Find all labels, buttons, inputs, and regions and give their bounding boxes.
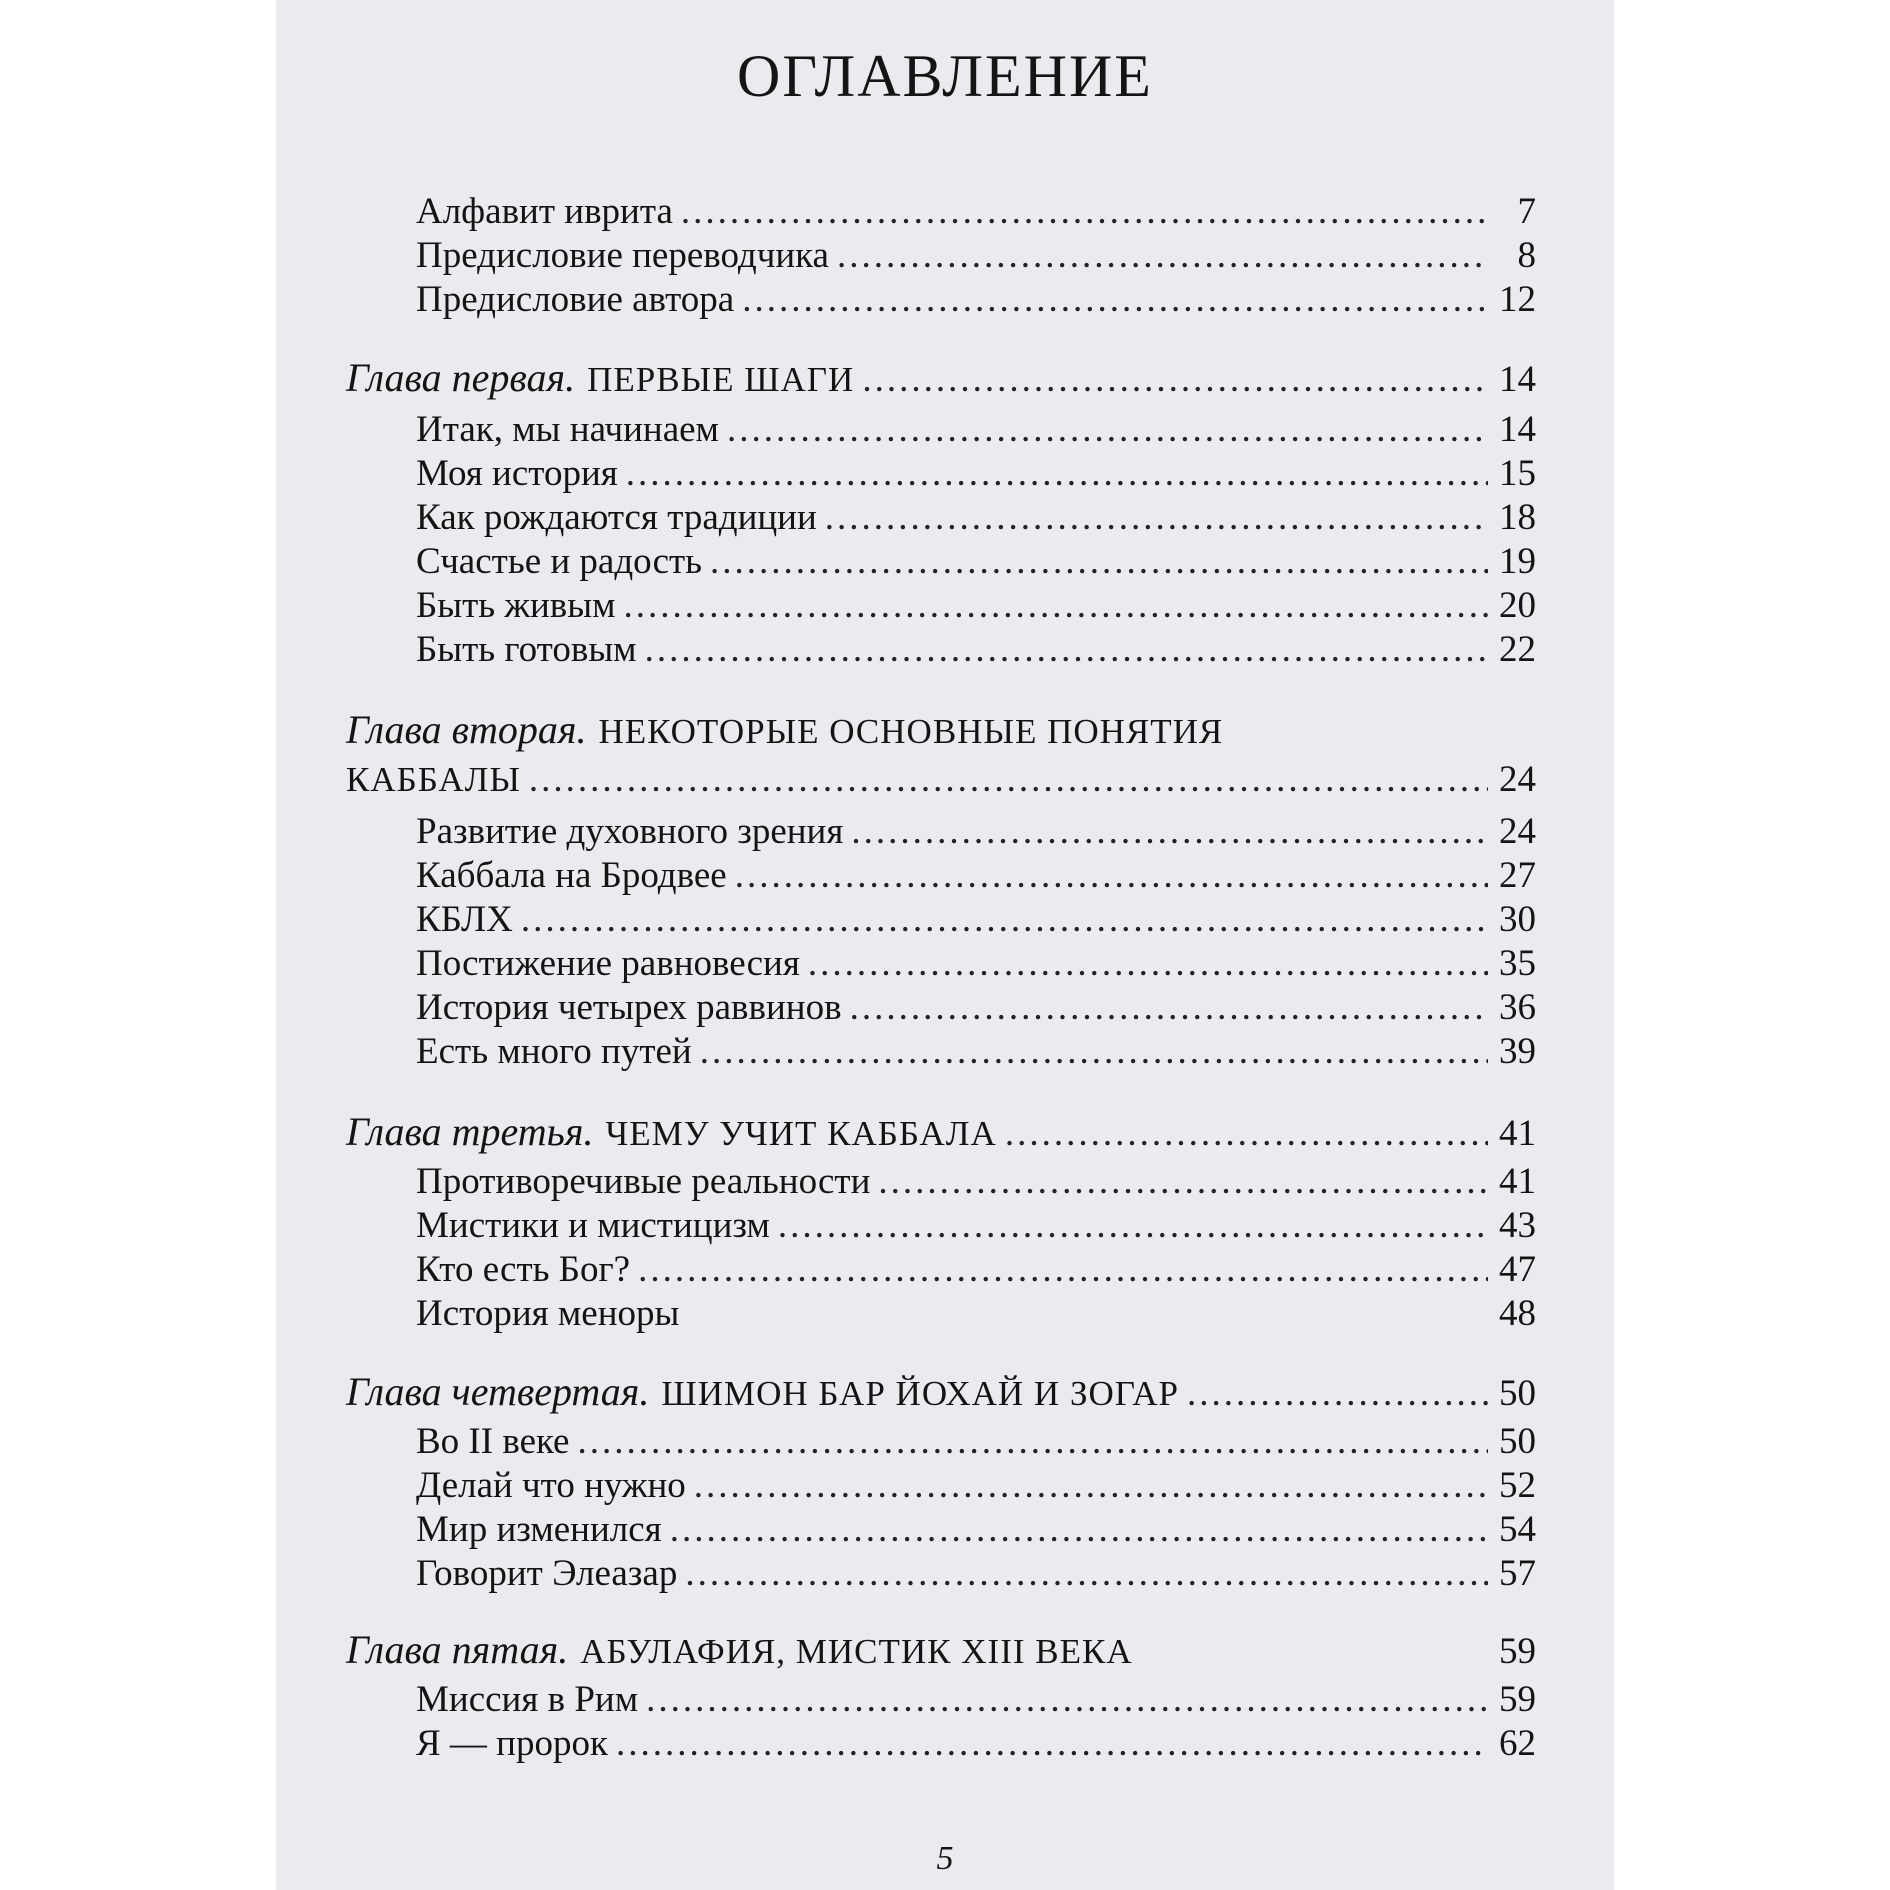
toc-entry-label: Быть готовым — [416, 629, 637, 670]
toc-entry-page: 8 — [1517, 235, 1536, 276]
toc-entry-label: История четырех раввинов — [416, 987, 842, 1028]
chapter-number: Глава вторая. — [346, 707, 587, 752]
toc-entry — [416, 986, 1536, 1029]
toc-entry — [416, 1160, 1536, 1203]
toc-entry — [416, 1420, 1536, 1463]
leader-dots — [670, 1508, 1488, 1551]
toc-entry — [416, 1508, 1536, 1551]
toc-entry-page: 30 — [1499, 899, 1536, 940]
leader-dots — [727, 408, 1488, 451]
toc-entry — [416, 854, 1536, 897]
leader-dots — [681, 190, 1488, 233]
toc-entry — [416, 898, 1536, 941]
toc-entry-page: 57 — [1499, 1553, 1536, 1594]
toc-entry-page: 18 — [1499, 497, 1536, 538]
toc-entry — [416, 1552, 1536, 1595]
toc-entry — [416, 496, 1536, 539]
leader-dots — [778, 1204, 1488, 1247]
toc-entry-page: 22 — [1499, 629, 1536, 670]
toc-entry-label: Каббала на Бродвее — [416, 855, 727, 896]
book-page — [276, 0, 1614, 1890]
toc-entry-page: 52 — [1499, 1465, 1536, 1506]
toc-entry — [416, 1030, 1536, 1073]
toc-entry-page: 62 — [1499, 1723, 1536, 1764]
chapter-heading — [346, 1626, 1536, 1673]
toc-entry-label: Моя история — [416, 453, 618, 494]
leader-dots — [577, 1420, 1488, 1463]
chapter-name-cont: КАББАЛЫ — [346, 760, 521, 799]
leader-dots — [694, 1464, 1488, 1507]
toc-entry-label: Предисловие автора — [416, 279, 735, 320]
chapter-page: 14 — [1499, 359, 1536, 400]
toc-entry-page: 59 — [1499, 1679, 1536, 1720]
toc-entry-label: Алфавит иврита — [416, 191, 673, 232]
toc-entry — [416, 1464, 1536, 1507]
leader-dots — [851, 810, 1488, 853]
toc-entry — [416, 408, 1536, 451]
leader-dots — [700, 1030, 1488, 1073]
toc-entry-page: 39 — [1499, 1031, 1536, 1072]
leader-dots — [878, 1160, 1488, 1203]
chapter-page: 24 — [1499, 759, 1536, 800]
toc-entry — [416, 452, 1536, 495]
leader-dots — [1005, 1112, 1488, 1155]
leader-dots — [862, 358, 1488, 401]
chapter-heading — [346, 1368, 1536, 1415]
toc-entry-page: 50 — [1499, 1421, 1536, 1462]
toc-entry-label: Я — пророк — [416, 1723, 608, 1764]
chapter-heading — [346, 1108, 1536, 1155]
toc-entry-label: Мистики и мистицизм — [416, 1205, 770, 1246]
toc-entry-page: 12 — [1499, 279, 1536, 320]
toc-entry-page: 47 — [1499, 1249, 1536, 1290]
leader-dots — [646, 1678, 1488, 1721]
toc-entry-page: 24 — [1499, 811, 1536, 852]
toc-entry — [416, 1678, 1536, 1721]
toc-entry-page: 48 — [1499, 1293, 1536, 1334]
chapter-title: Глава третья. ЧЕМУ УЧИТ КАББАЛА — [346, 1109, 997, 1154]
leader-dots — [710, 540, 1488, 583]
toc-entry — [416, 1204, 1536, 1247]
toc-entry — [416, 1292, 1536, 1335]
chapter-name: НЕКОТОРЫЕ ОСНОВНЫЕ ПОНЯТИЯ — [598, 712, 1224, 751]
toc-entry-page: 27 — [1499, 855, 1536, 896]
leader-dots — [742, 278, 1488, 321]
chapter-page: 41 — [1499, 1113, 1536, 1154]
leader-dots — [735, 854, 1488, 897]
toc-entry — [416, 234, 1536, 277]
leader-dots — [850, 986, 1488, 1029]
toc-entry-label: Противоречивые реальности — [416, 1161, 871, 1202]
chapter-heading — [346, 706, 1223, 753]
chapter-page: 59 — [1499, 1631, 1536, 1672]
leader-dots — [1187, 1372, 1488, 1415]
toc-entry-label: Постижение равновесия — [416, 943, 800, 984]
toc-entry-label: Мир изменился — [416, 1509, 662, 1550]
chapter-title: Глава первая. ПЕРВЫЕ ШАГИ — [346, 355, 855, 400]
chapter-title: Глава четвертая. ШИМОН БАР ЙОХАЙ И ЗОГАР — [346, 1369, 1179, 1414]
toc-entry-page: 7 — [1517, 191, 1536, 232]
leader-dots — [521, 898, 1488, 941]
leader-dots — [645, 628, 1488, 671]
toc-entry — [416, 810, 1536, 853]
toc-entry-page: 14 — [1499, 409, 1536, 450]
chapter-heading — [346, 354, 1536, 401]
page-number: 5 — [936, 1840, 954, 1877]
toc-entry — [416, 190, 1536, 233]
toc-entry-label: Как рождаются традиции — [416, 497, 817, 538]
toc-entry — [416, 540, 1536, 583]
leader-dots — [626, 452, 1488, 495]
toc-entry-page: 43 — [1499, 1205, 1536, 1246]
toc-entry-label: Во II веке — [416, 1421, 570, 1462]
toc-entry-page: 19 — [1499, 541, 1536, 582]
chapter-title: Глава пятая. АБУЛАФИЯ, МИСТИК XIII ВЕКА — [346, 1627, 1133, 1672]
toc-entry-page: 41 — [1499, 1161, 1536, 1202]
toc-entry-label: КБЛХ — [416, 899, 513, 940]
toc-entry-label: Кто есть Бог? — [416, 1249, 631, 1290]
toc-entry-label: Развитие духовного зрения — [416, 811, 844, 852]
leader-dots — [825, 496, 1488, 539]
toc-entry — [416, 628, 1536, 671]
toc-entry-page: 20 — [1499, 585, 1536, 626]
toc-entry-label: Быть живым — [416, 585, 616, 626]
toc-entry-page: 36 — [1499, 987, 1536, 1028]
leader-dots — [685, 1552, 1488, 1595]
toc-entry — [416, 1722, 1536, 1765]
leader-dots — [529, 758, 1488, 801]
toc-entry — [416, 942, 1536, 985]
chapter-page: 50 — [1499, 1373, 1536, 1414]
leader-dots — [808, 942, 1488, 985]
toc-entry-page: 35 — [1499, 943, 1536, 984]
toc-entry-label: Делай что нужно — [416, 1465, 686, 1506]
toc-entry-label: История меноры — [416, 1293, 680, 1334]
toc-entry — [416, 278, 1536, 321]
toc-entry-label: Счастье и радость — [416, 541, 703, 582]
leader-dots — [624, 584, 1488, 627]
toc-entry-label: Есть много путей — [416, 1031, 692, 1072]
toc-entry-label: Итак, мы начинаем — [416, 409, 719, 450]
toc-entry-page: 54 — [1499, 1509, 1536, 1550]
leader-dots — [837, 234, 1488, 277]
toc-entry-label: Предисловие переводчика — [416, 235, 829, 276]
page-title: ОГЛАВЛЕНИЕ — [737, 43, 1153, 109]
leader-dots — [638, 1248, 1488, 1291]
toc-entry — [416, 1248, 1536, 1291]
chapter-heading-cont — [346, 758, 1536, 801]
leader-dots — [616, 1722, 1488, 1765]
toc-entry — [416, 584, 1536, 627]
toc-entry-label: Миссия в Рим — [416, 1679, 639, 1720]
toc-entry-label: Говорит Элеазар — [416, 1553, 678, 1594]
toc-entry-page: 15 — [1499, 453, 1536, 494]
